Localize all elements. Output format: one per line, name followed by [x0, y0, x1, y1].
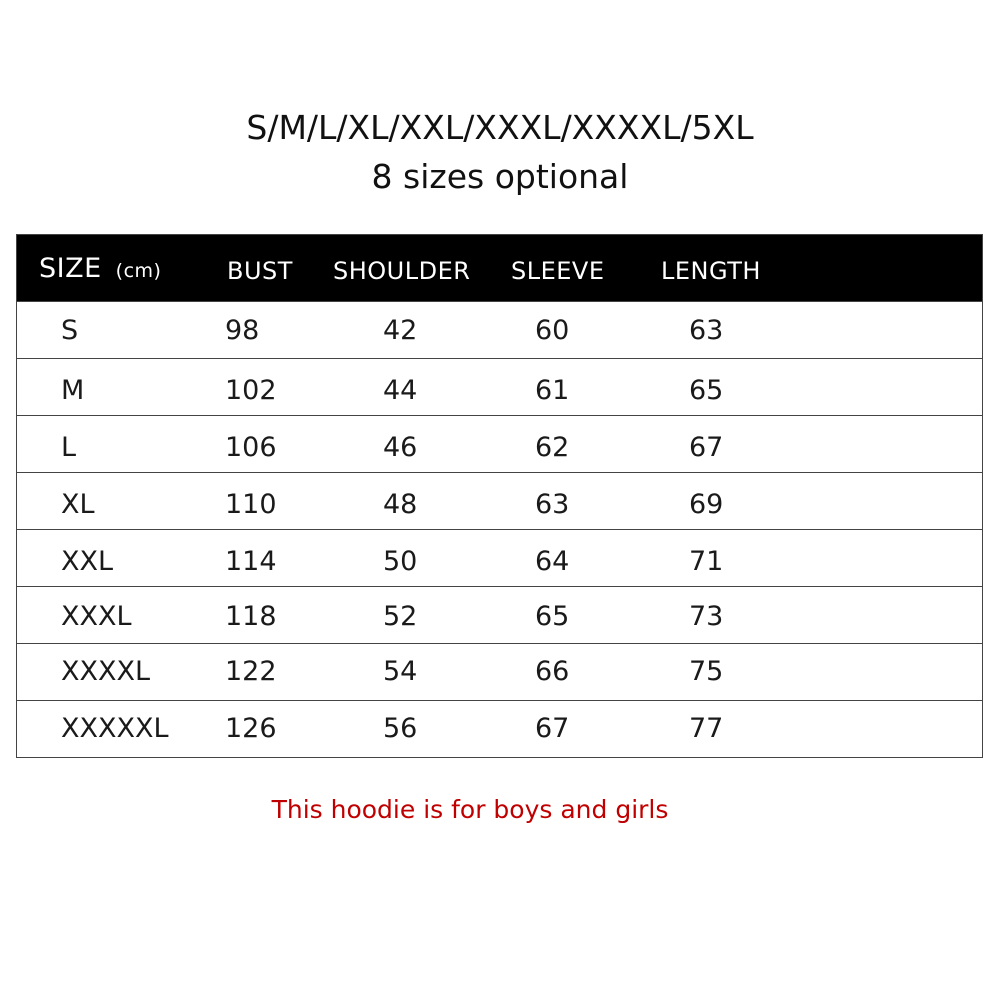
cell-sleeve: 61: [535, 375, 570, 406]
cell-size: XXXXL: [61, 656, 151, 687]
cell-length: 73: [689, 601, 724, 632]
cell-length: 71: [689, 546, 724, 577]
header-size-label: SIZE: [39, 253, 102, 284]
cell-length: 77: [689, 713, 724, 744]
header-sleeve: SLEEVE: [511, 257, 605, 285]
header-length: LENGTH: [661, 257, 761, 285]
cell-bust: 122: [225, 656, 277, 687]
table-body: [17, 301, 982, 757]
size-table: [16, 234, 983, 758]
cell-sleeve: 60: [535, 315, 570, 346]
header-unit-label: (cm): [115, 260, 162, 282]
sizes-optional-subheading: 8 sizes optional: [371, 157, 629, 196]
cell-bust: 118: [225, 601, 277, 632]
cell-shoulder: 56: [383, 713, 418, 744]
table-row: [17, 529, 982, 586]
header-size: [39, 253, 161, 284]
table-header-row: [17, 235, 982, 301]
cell-bust: 126: [225, 713, 277, 744]
footnote-text: This hoodie is for boys and girls: [271, 795, 669, 824]
cell-shoulder: 54: [383, 656, 418, 687]
cell-bust: 102: [225, 375, 277, 406]
cell-bust: 106: [225, 432, 277, 463]
header-bust: BUST: [227, 257, 293, 285]
cell-shoulder: 44: [383, 375, 418, 406]
table-row: [17, 700, 982, 757]
cell-shoulder: 50: [383, 546, 418, 577]
cell-length: 63: [689, 315, 724, 346]
cell-sleeve: 65: [535, 601, 570, 632]
cell-shoulder: 48: [383, 489, 418, 520]
cell-bust: 110: [225, 489, 277, 520]
cell-sleeve: 67: [535, 713, 570, 744]
cell-length: 69: [689, 489, 724, 520]
cell-sleeve: 66: [535, 656, 570, 687]
table-row: [17, 472, 982, 529]
cell-size: XXXL: [61, 601, 132, 632]
cell-sleeve: 64: [535, 546, 570, 577]
cell-sleeve: 63: [535, 489, 570, 520]
cell-shoulder: 52: [383, 601, 418, 632]
cell-length: 65: [689, 375, 724, 406]
table-row: [17, 643, 982, 700]
cell-size: S: [61, 315, 79, 346]
table-row: [17, 301, 982, 358]
cell-length: 67: [689, 432, 724, 463]
cell-size: L: [61, 432, 77, 463]
cell-sleeve: 62: [535, 432, 570, 463]
table-row: [17, 358, 982, 415]
table-row: [17, 415, 982, 472]
cell-size: XL: [61, 489, 95, 520]
cell-bust: 114: [225, 546, 277, 577]
available-sizes-heading: S/M/L/XL/XXL/XXXL/XXXXL/5XL: [246, 108, 754, 147]
cell-size: XXXXXL: [61, 713, 169, 744]
cell-shoulder: 42: [383, 315, 418, 346]
table-row: [17, 586, 982, 643]
cell-shoulder: 46: [383, 432, 418, 463]
cell-length: 75: [689, 656, 724, 687]
cell-bust: 98: [225, 315, 260, 346]
cell-size: XXL: [61, 546, 114, 577]
header-shoulder: SHOULDER: [333, 257, 471, 285]
cell-size: M: [61, 375, 85, 406]
